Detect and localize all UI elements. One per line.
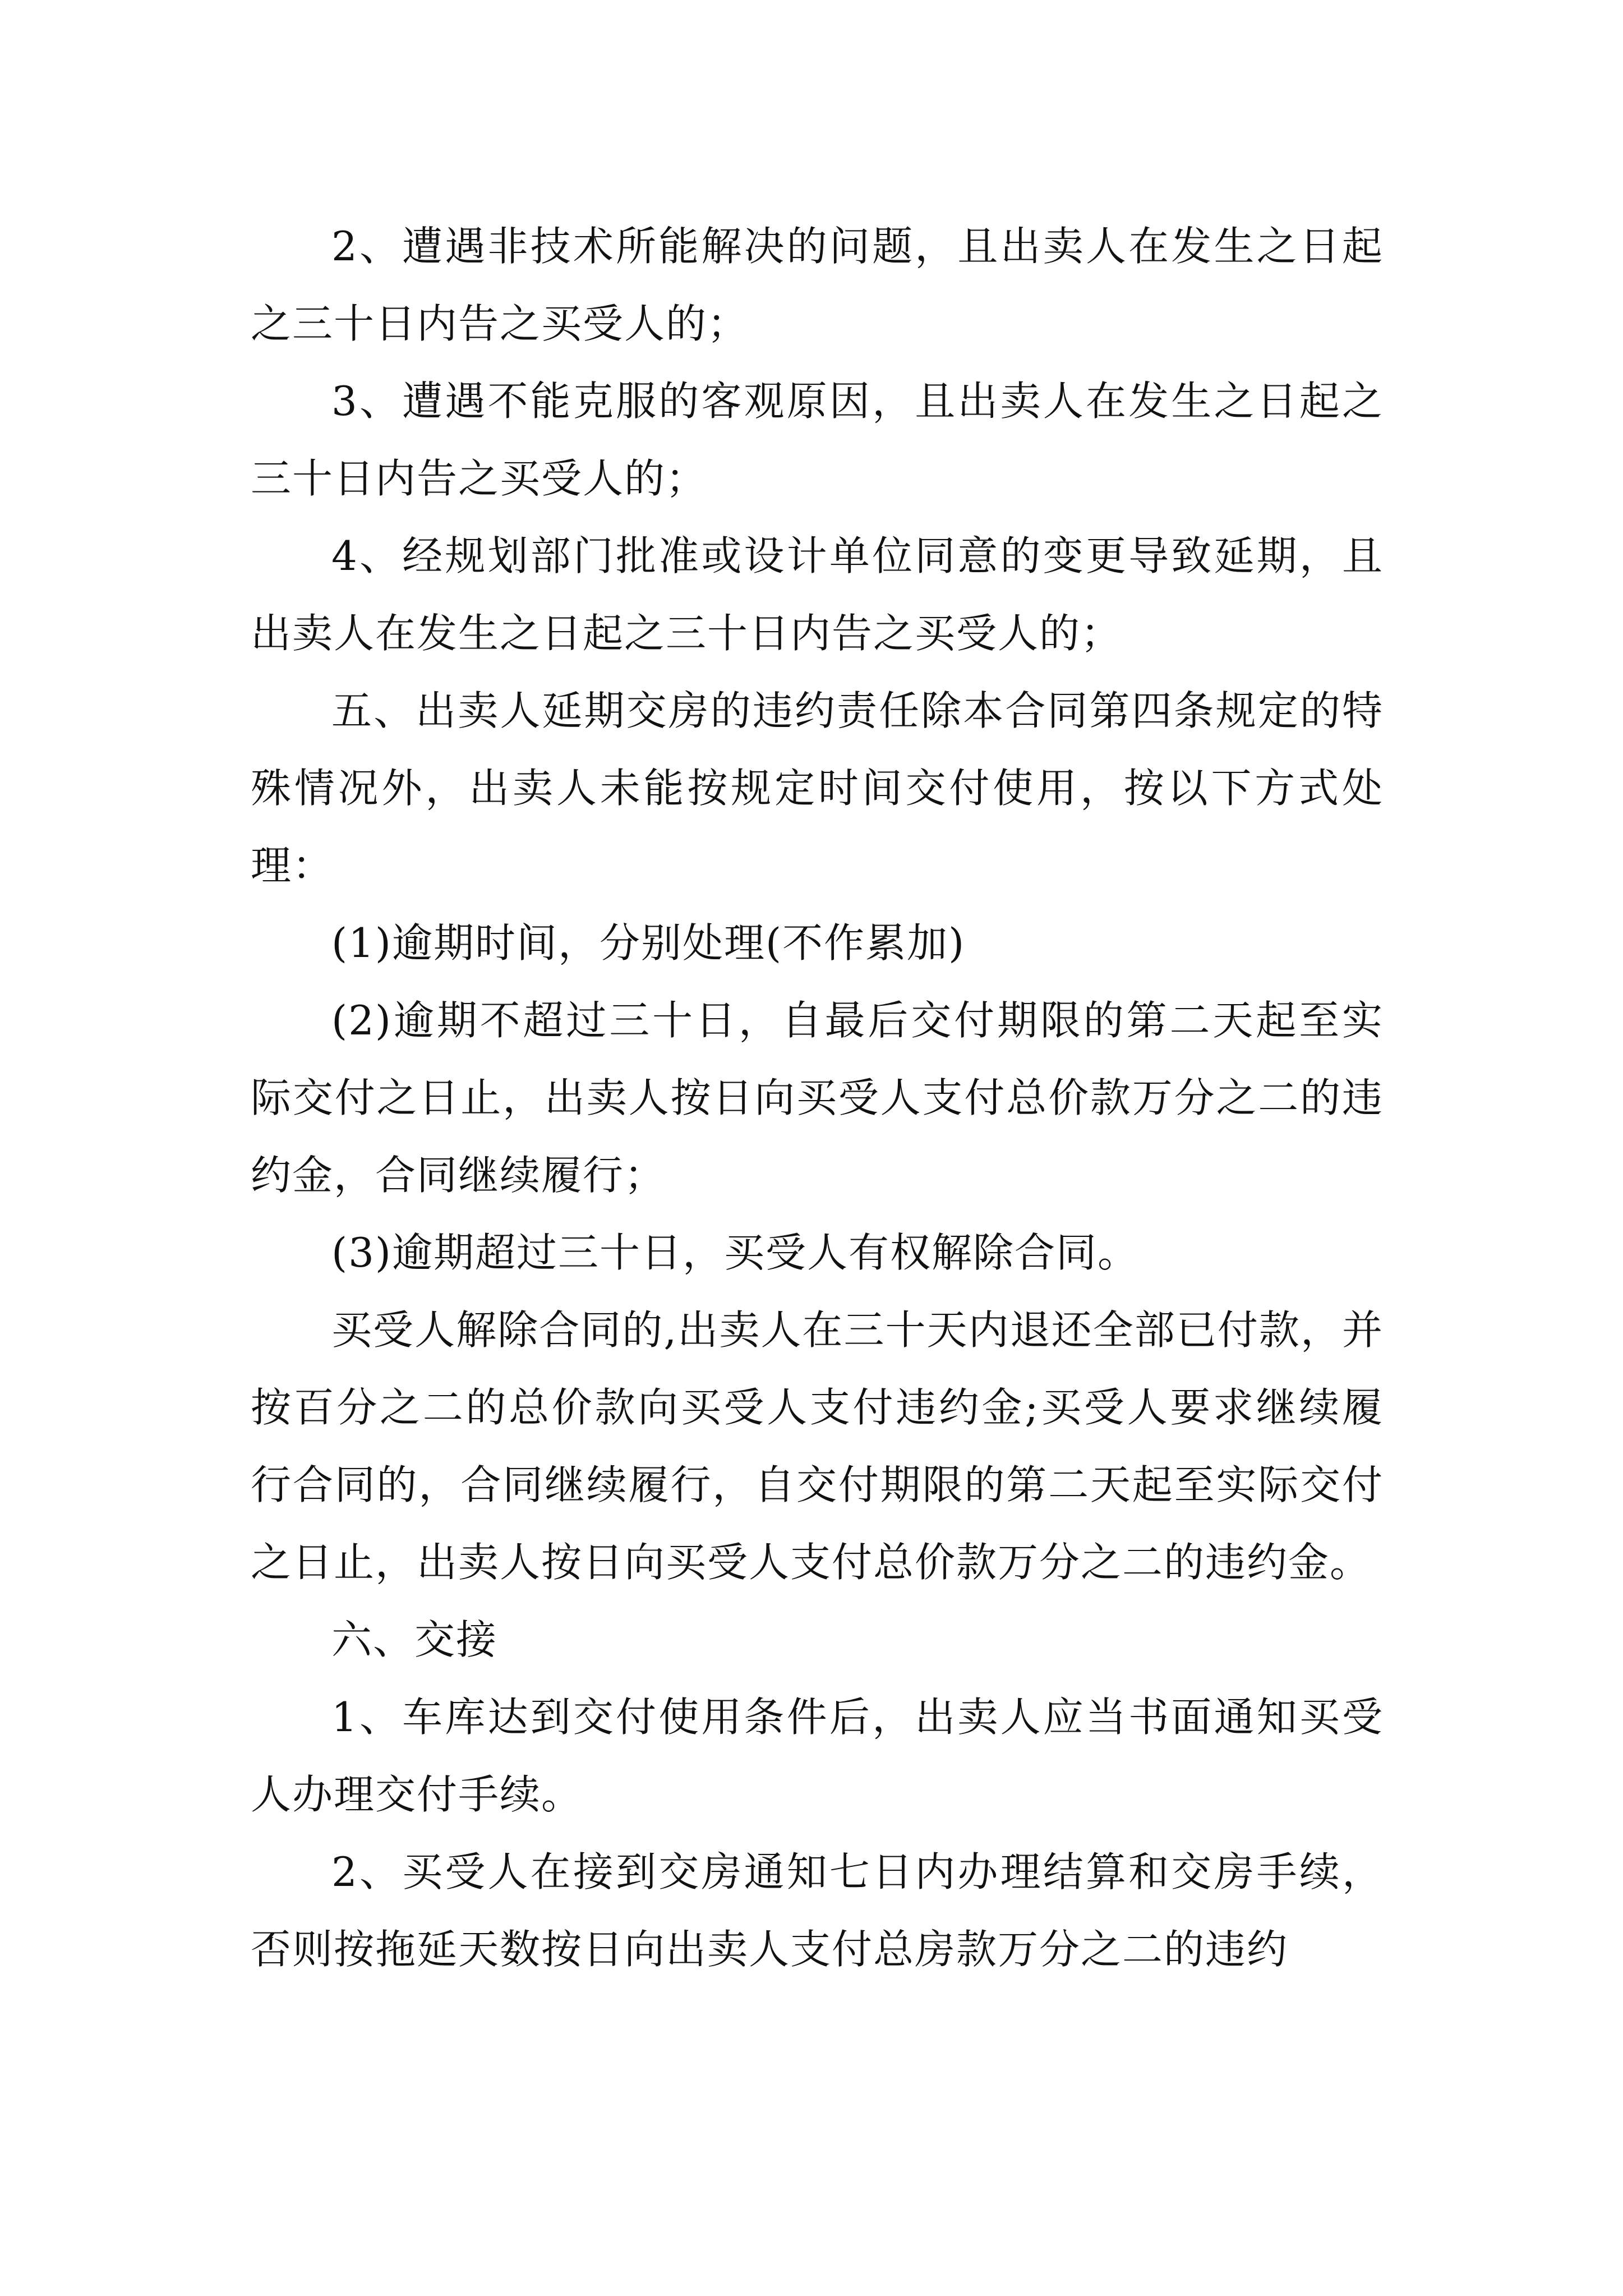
- paragraph-clause-4: 4、经规划部门批准或设计单位同意的变更导致延期，且出卖人在发生之日起之三十日内告之买受人的；: [251, 532, 1384, 657]
- paragraph-section-5: 五、出卖人延期交房的违约责任除本合同第四条规定的特殊情况外，出卖人未能按规定时间交付使用，按以下方式处理：: [251, 687, 1384, 889]
- paragraph-item-1: (1)逾期时间，分别处理(不作累加): [331, 919, 966, 967]
- paragraph-termination: 买受人解除合同的,出卖人在三十天内退还全部已付款，并按百分之二的总价款向买受人支付违约金;买受人要求继续履行合同的，合同继续履行，自交付期限的第二天起至实际交付之日止，出卖人按日向买受人支付总价款万分之二的违约金。: [251, 1306, 1384, 1586]
- paragraph-clause-3: 3、遭遇不能克服的客观原因，且出卖人在发生之日起之三十日内告之买受人的；: [251, 378, 1384, 502]
- document-body: [251, 208, 1384, 1988]
- paragraph-item-3: (3)逾期超过三十日，买受人有权解除合同。: [331, 1229, 1139, 1276]
- paragraph-item-2: (2)逾期不超过三十日，自最后交付期限的第二天起至实际交付之日止，出卖人按日向买受人支付总价款万分之二的违约金，合同继续履行；: [251, 997, 1384, 1199]
- paragraph-handover-1: 1、车库达到交付使用条件后，出卖人应当书面通知买受人办理交付手续。: [251, 1694, 1384, 1818]
- paragraph-handover-2: 2、买受人在接到交房通知七日内办理结算和交房手续，否则按拖延天数按日向出卖人支付总房款万分之二的违约: [251, 1848, 1384, 1973]
- section-heading-handover: 六、交接: [331, 1616, 498, 1663]
- paragraph-clause-2: 2、遭遇非技术所能解决的问题，且出卖人在发生之日起之三十日内告之买受人的；: [251, 223, 1384, 347]
